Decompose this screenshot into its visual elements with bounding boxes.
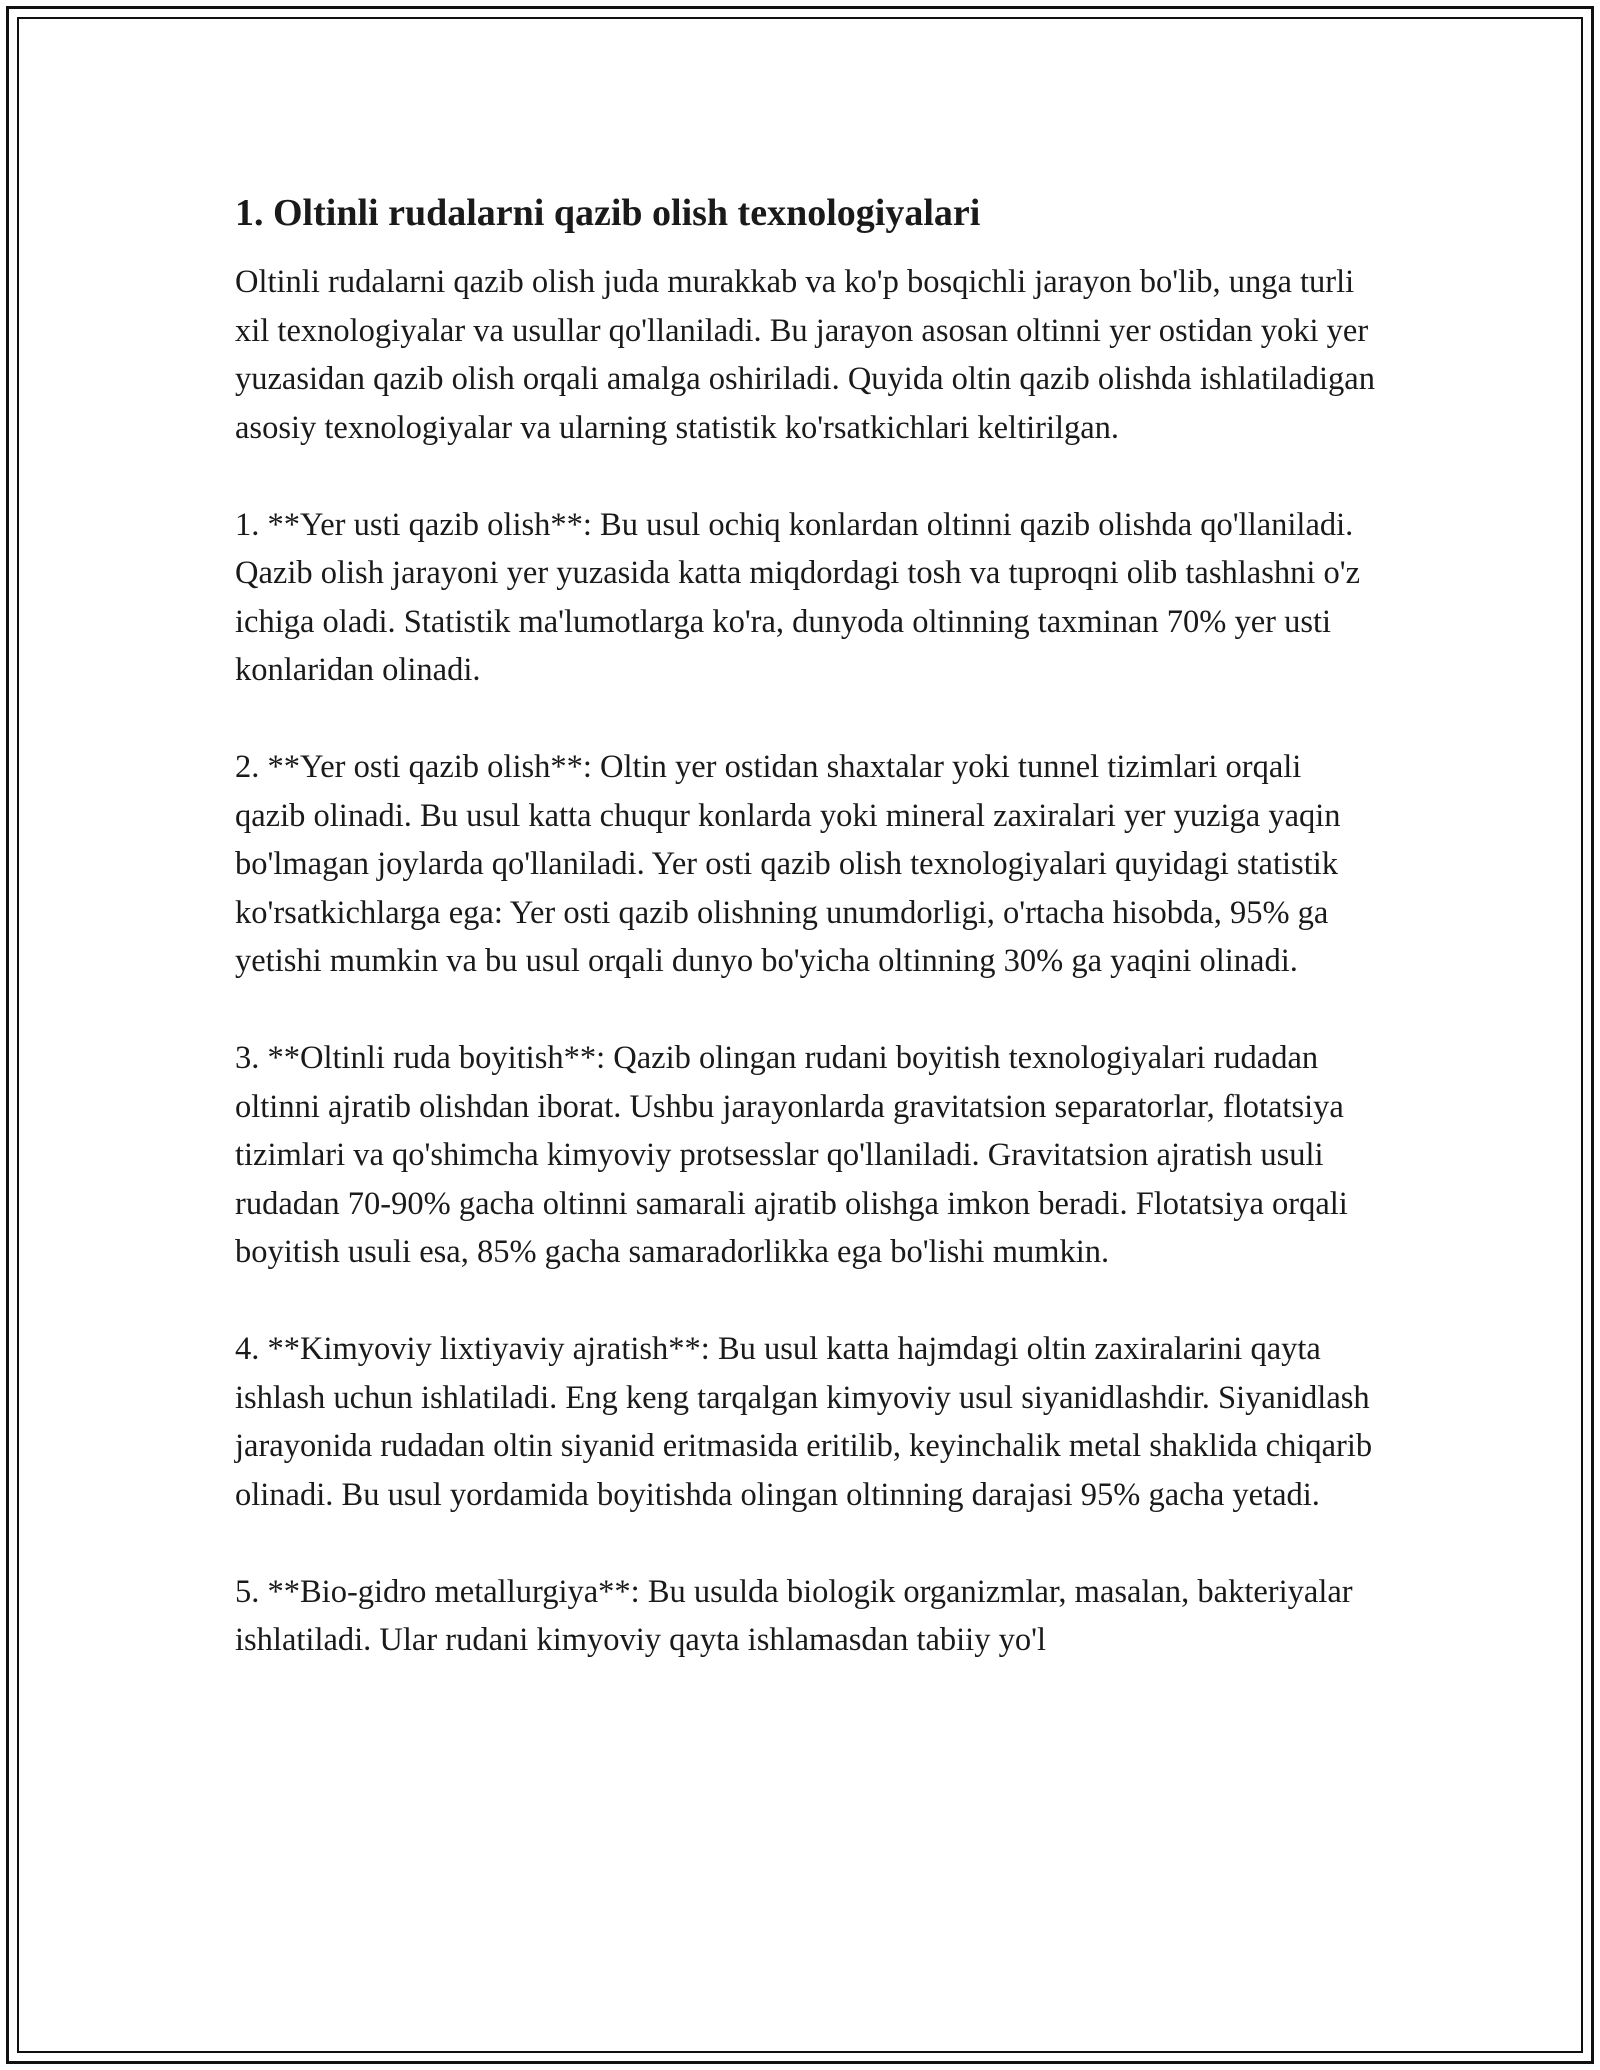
paragraph-surface-mining: 1. **Yer usti qazib olish**: Bu usul ochiq konlardan oltinni qazib olishda qo'llaniladi. Qazib olish jarayoni yer yuzasida katta miqdordagi tosh va tuproqni olib tashlashni o'z ichiga oladi. Statistik ma'lumotlarga ko'ra, dunyoda oltinning taxminan 70% yer usti konlaridan olinadi. (235, 506, 1361, 688)
document-body (235, 186, 1375, 1665)
paragraph-ore-enrichment: 3. **Oltinli ruda boyitish**: Qazib olingan rudani boyitish texnologiyalari rudadan oltinni ajratib olishdan iborat. Ushbu jarayonlarda gravitatsion separatorlar, flotatsiya tizimlari va qo'shimcha kimyoviy protsesslar qo'llaniladi. Gravitatsion ajratish usuli rudadan 70-90% gacha oltinni samarali ajratib olishga imkon beradi. Flotatsiya orqali boyitish usuli esa, 85% gacha samaradorlikka ega bo'lishi mumkin. (235, 1040, 1348, 1270)
section-heading: 1. Oltinli rudalarni qazib olish texnologiyalari (235, 192, 981, 234)
intro-paragraph: Oltinli rudalarni qazib olish juda murakkab va ko'p bosqichli jarayon bo'lib, unga turli xil texnologiyalar va usullar qo'llaniladi. Bu jarayon asosan oltinni yer ostidan yoki yer yuzasidan qazib olish orqali amalga oshiriladi. Quyida oltin qazib olishda ishlatiladigan asosiy texnologiyalar va ularning statistik ko'rsatkichlari keltirilgan. (235, 264, 1375, 446)
paragraph-bio-hydrometallurgy: 5. **Bio-gidro metallurgiya**: Bu usulda biologik organizmlar, masalan, bakteriyalar ishlatiladi. Ular rudani kimyoviy qayta ishlamasdan tabiiy yo'l (235, 1573, 1353, 1658)
paragraph-underground-mining: 2. **Yer osti qazib olish**: Oltin yer ostidan shaxtalar yoki tunnel tizimlari orqali qazib olinadi. Bu usul katta chuqur konlarda yoki mineral zaxiralari yer yuziga yaqin bo'lmagan joylarda qo'llaniladi. Yer osti qazib olish texnologiyalari quyidagi statistik ko'rsatkichlarga ega: Yer osti qazib olishning unumdorligi, o'rtacha hisobda, 95% ga yetishi mumkin va bu usul orqali dunyo bo'yicha oltinning 30% ga yaqini olinadi. (235, 749, 1341, 979)
paragraph-chemical-leaching: 4. **Kimyoviy lixtiyaviy ajratish**: Bu usul katta hajmdagi oltin zaxiralarini qayta ishlash uchun ishlatiladi. Eng keng tarqalgan kimyoviy usul siyanidlashdir. Siyanidlash jarayonida rudadan oltin siyanid eritmasida eritilib, keyinchalik metal shaklida chiqarib olinadi. Bu usul yordamida boyitishda olingan oltinning darajasi 95% gacha yetadi. (235, 1331, 1373, 1513)
